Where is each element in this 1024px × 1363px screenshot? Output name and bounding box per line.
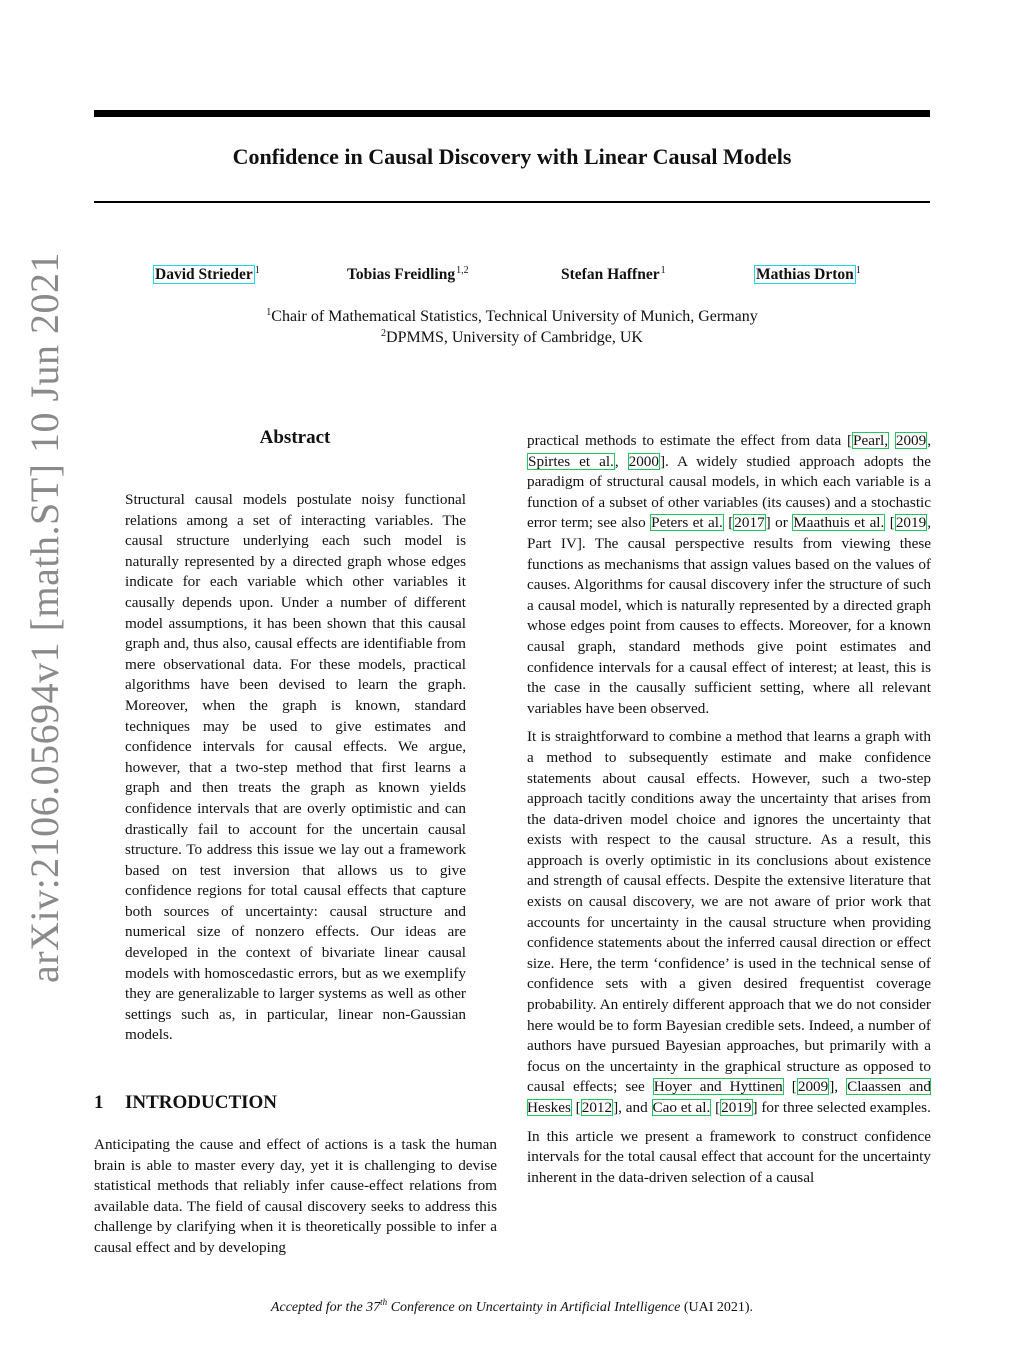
author-name: Tobias Freidling — [347, 266, 456, 283]
text-run: , — [927, 432, 932, 449]
citation-link[interactable]: Cao et al. — [652, 1099, 711, 1116]
author-2 — [347, 260, 469, 286]
affiliation-sup: 1 — [266, 307, 272, 318]
text-run: It is straightforward to combine a method that learns a graph with a method to subsequently estimate and make confidence statements about causal effects. However, such a two-step approach tacitly conditions away the uncertainty that arises from the data-driven model choice and ignores the uncertainty that exists with respect to the causal structure. As a result, this approach is overly optimistic in its conclusions about existence and strength of causal effects. Despite the extensive literature that exists on causal discovery, we are not aware of prior work that accounts for uncertainty in the causal structure when providing confidence statements about the inferred causal direction or effect size. Here, the term ‘confidence’ is used in the technical sense of confidence sets with a given desired frequentist coverage probability. An entirely different approach that we do not consider here would be to form Bayesian credible sets. Indeed, a number of authors have pursued Bayesian approaches, but primarily with a focus on the uncertainty in the graphical structure as opposed to causal effects; see — [527, 728, 931, 1096]
section-heading — [94, 1090, 494, 1116]
conference-footer — [94, 1292, 930, 1318]
text-run: [ — [885, 514, 895, 532]
citation-link[interactable]: Spirtes et al. — [528, 452, 614, 470]
citation-link[interactable]: Peters et al. — [651, 514, 723, 532]
text-run: ] or — [765, 514, 793, 532]
author-link[interactable]: David Strieder — [155, 266, 253, 283]
text-run: ], — [829, 1078, 847, 1096]
affiliation-text: DPMMS, University of Cambridge, UK — [386, 329, 643, 346]
author-name: Stefan Haffner — [561, 266, 660, 283]
title-rule-top — [94, 110, 930, 117]
citation-link[interactable]: Hoyer and Hyttinen — [653, 1078, 783, 1096]
citation-link[interactable]: 2019 — [721, 1099, 752, 1116]
affiliation-sup: 2 — [381, 328, 387, 339]
intro-paragraph — [527, 727, 931, 1118]
arxiv-identifier: arXiv:2106.05694v1 [math.ST] 10 Jun 2021 — [22, 251, 67, 983]
footer-venue — [270, 1297, 681, 1315]
footer-text: Accepted for the 37 — [270, 1300, 381, 1315]
text-run: ]. A widely studied approach adopts the paradigm of structural causal models, in which each variable is a function of a subset of other variables (its causes) and a stochastic error term; see also — [527, 452, 932, 532]
author-1[interactable] — [154, 260, 260, 286]
citation-link[interactable]: 2009 — [797, 1078, 829, 1096]
citation-link[interactable]: Claassen and Heskes — [527, 1078, 931, 1116]
author-4[interactable] — [755, 260, 861, 286]
footer-sup: th — [380, 1297, 388, 1307]
intro-paragraph: In this article we present a framework to construct confidence intervals for the total causal effect that account for the uncertainty inherent in the data-driven selection of a causal — [527, 1127, 931, 1186]
paper-title: Confidence in Causal Discovery with Linear Causal Models — [232, 144, 792, 169]
section-number: 1 — [94, 1092, 104, 1113]
author-3 — [561, 260, 666, 286]
citation-link[interactable]: 2012 — [581, 1099, 613, 1116]
text-run: [ — [711, 1099, 721, 1116]
citation-link[interactable]: 2000 — [628, 452, 659, 470]
footer-text: Conference on Uncertainty in Artificial Intelligence — [387, 1300, 681, 1315]
text-run: ], and — [613, 1099, 652, 1116]
footer-text: (UAI 2021). — [680, 1300, 754, 1315]
abstract-heading: Abstract — [259, 427, 331, 448]
author-affil-sup: 1 — [660, 265, 666, 276]
title-rule-bottom — [94, 201, 930, 203]
text-run: [ — [723, 514, 734, 532]
citation-link[interactable]: 2019 — [895, 514, 927, 532]
intro-paragraph — [527, 431, 931, 719]
affiliation-text: Chair of Mathematical Statistics, Technical University of Munich, Germany — [271, 308, 758, 325]
text-run: [ — [571, 1099, 581, 1116]
text-run: , — [614, 452, 628, 470]
author-affil-sup: 1 — [855, 265, 861, 276]
affiliation-2 — [94, 323, 930, 348]
text-run: ] for three selected examples. — [752, 1099, 931, 1116]
right-column — [527, 431, 931, 1196]
abstract-text: Structural causal models postulate noisy functional relations among a set of interacting variables. The causal structure underlying each such model is naturally represented by a directed graph whose edges indicate for each variable which other variables it causally depends upon. Under a number of different model assumptions, it has been shown that this causal graph and, thus also, causal effects are identifiable from mere observational data. For these models, practical algorithms have been devised to learn the graph. Moreover, when the graph is known, standard techniques may be used to give estimates and confidence intervals for causal effects. We argue, however, that a two-step method that first learns a graph and then treats the graph as known yields confidence intervals that are overly optimistic and can drastically fail to account for the uncertain causal structure. To address this issue we lay out a framework based on test inversion that allows us to give confidence regions for total causal effects that capture both sources of uncertainty: causal structure and numerical size of nonzero effects. Our ideas are developed in the context of bivariate linear causal models with homoscedastic errors, but as we exemplify they are generalizable to larger systems as well as other settings such as, in particular, linear non-Gaussian models. — [125, 491, 466, 1044]
text-run: [ — [783, 1078, 797, 1096]
author-affil-sup: 1,2 — [456, 265, 469, 276]
text-run: , Part IV]. The causal perspective results from viewing these functions as mechanisms that assign values based on the values of causes. Algorithms for causal discovery infer the structure of such a causal model, which is naturally represented by a directed graph whose edges point from causes to effects. Moreover, for a known causal graph, standard methods give point estimates and confidence intervals for a causal effect of interest; at least, this is the case in the causally sufficient setting, where all relevant variables have been observed. — [527, 514, 931, 717]
citation-link[interactable]: 2017 — [734, 514, 765, 532]
citation-link[interactable]: Maathuis et al. — [793, 514, 885, 532]
author-link[interactable]: Mathias Drton — [756, 266, 854, 283]
citation-link[interactable]: Pearl, — [853, 432, 889, 449]
text-run: practical methods to estimate the effect from data [ — [527, 432, 853, 449]
author-affil-sup: 1 — [254, 265, 260, 276]
intro-paragraph-left: Anticipating the cause and effect of actions is a task the human brain is able to master every day, yet it is challenging to devise statistical methods that reliably infer cause-effect relations from available data. The field of causal discovery seeks to address this challenge by clarifying when it is theoretically possible to infer a causal effect and by developing — [94, 1136, 497, 1256]
section-title: INTRODUCTION — [125, 1092, 278, 1113]
citation-link[interactable]: 2009 — [895, 432, 927, 449]
